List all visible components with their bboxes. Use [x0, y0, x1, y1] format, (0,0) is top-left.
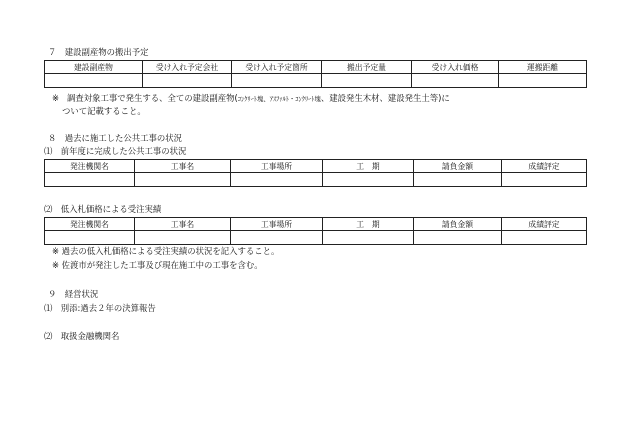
table-cell[interactable] [135, 173, 231, 187]
table-header-row [45, 61, 587, 74]
table-cell[interactable] [322, 74, 412, 88]
section-7-note [52, 93, 450, 105]
table-cell[interactable] [414, 231, 502, 245]
table-cell[interactable] [323, 231, 414, 245]
table-cell[interactable] [502, 231, 587, 245]
table-cell[interactable] [231, 173, 323, 187]
col-receiving-price: 受け入れ価格 [412, 61, 499, 74]
col-work-name: 工事名 [135, 218, 231, 231]
table-cell[interactable] [45, 74, 143, 88]
table-header-row [45, 218, 587, 231]
col-work-location: 工事場所 [231, 218, 323, 231]
section-8-sub2: ⑵ 低入札価格による受注実績 [44, 204, 162, 214]
table-cell[interactable] [502, 173, 587, 187]
col-contract-amount: 請負金額 [414, 218, 502, 231]
col-work-location: 工事場所 [231, 160, 323, 173]
table-cell[interactable] [231, 231, 323, 245]
section-8-note-1: ※ 過去の低入札価格による受注実績の状況を記入すること。 [52, 246, 280, 256]
byproducts-table [44, 60, 587, 88]
section-8-sub1: ⑴ 前年度に完成した公共工事の状況 [44, 146, 187, 156]
low-bid-table [44, 217, 587, 245]
col-planned-volume: 搬出予定量 [322, 61, 412, 74]
section-7-note-line2: ついて記載すること。 [62, 106, 146, 116]
table-cell[interactable] [499, 74, 587, 88]
col-performance-rating: 成績評定 [502, 218, 587, 231]
table-row [45, 74, 587, 88]
table-cell[interactable] [232, 74, 322, 88]
table-cell[interactable] [143, 74, 232, 88]
table-row [45, 173, 587, 187]
col-transport-distance: 運搬距離 [499, 61, 587, 74]
table-cell[interactable] [45, 173, 135, 187]
table-cell[interactable] [323, 173, 414, 187]
section-8-heading: ８ 過去に施工した公共工事の状況 [48, 133, 182, 143]
col-ordering-agency: 発注機関名 [45, 218, 135, 231]
section-9-heading: ９ 経営状況 [48, 289, 99, 299]
col-performance-rating: 成績評定 [502, 160, 587, 173]
col-work-period: 工 期 [323, 218, 414, 231]
note-mark: ※ [52, 93, 60, 103]
table-cell[interactable] [135, 231, 231, 245]
note-text-a: 調査対象工事で発生する、全ての建設副産物( [67, 93, 238, 103]
table-cell[interactable] [45, 231, 135, 245]
note-text-b: ｺﾝｸﾘｰﾄ塊、ｱｽﾌｧﾙﾄ・ｺﾝｸﾘｰﾄ塊 [237, 95, 321, 103]
col-receiving-company: 受け入れ予定会社 [143, 61, 232, 74]
col-contract-amount: 請負金額 [414, 160, 502, 173]
table-header-row [45, 160, 587, 173]
table-row [45, 231, 587, 245]
note-text-c: 、建設発生木材、建設発生土等)に [320, 93, 450, 103]
col-work-name: 工事名 [135, 160, 231, 173]
completed-works-table [44, 159, 587, 187]
table-cell[interactable] [412, 74, 499, 88]
col-byproduct: 建設副産物 [45, 61, 143, 74]
section-8-note-2: ※ 佐渡市が発注した工事及び現在施工中の工事を含む。 [52, 260, 263, 270]
section-9-item2: ⑵ 取扱金融機関名 [44, 331, 120, 341]
section-9-item1: ⑴ 別添:過去２年の決算報告 [44, 303, 156, 313]
col-ordering-agency: 発注機関名 [45, 160, 135, 173]
col-receiving-location: 受け入れ予定箇所 [232, 61, 322, 74]
table-cell[interactable] [414, 173, 502, 187]
section-7-heading: ７ 建設副産物の搬出予定 [48, 47, 149, 57]
col-work-period: 工 期 [323, 160, 414, 173]
